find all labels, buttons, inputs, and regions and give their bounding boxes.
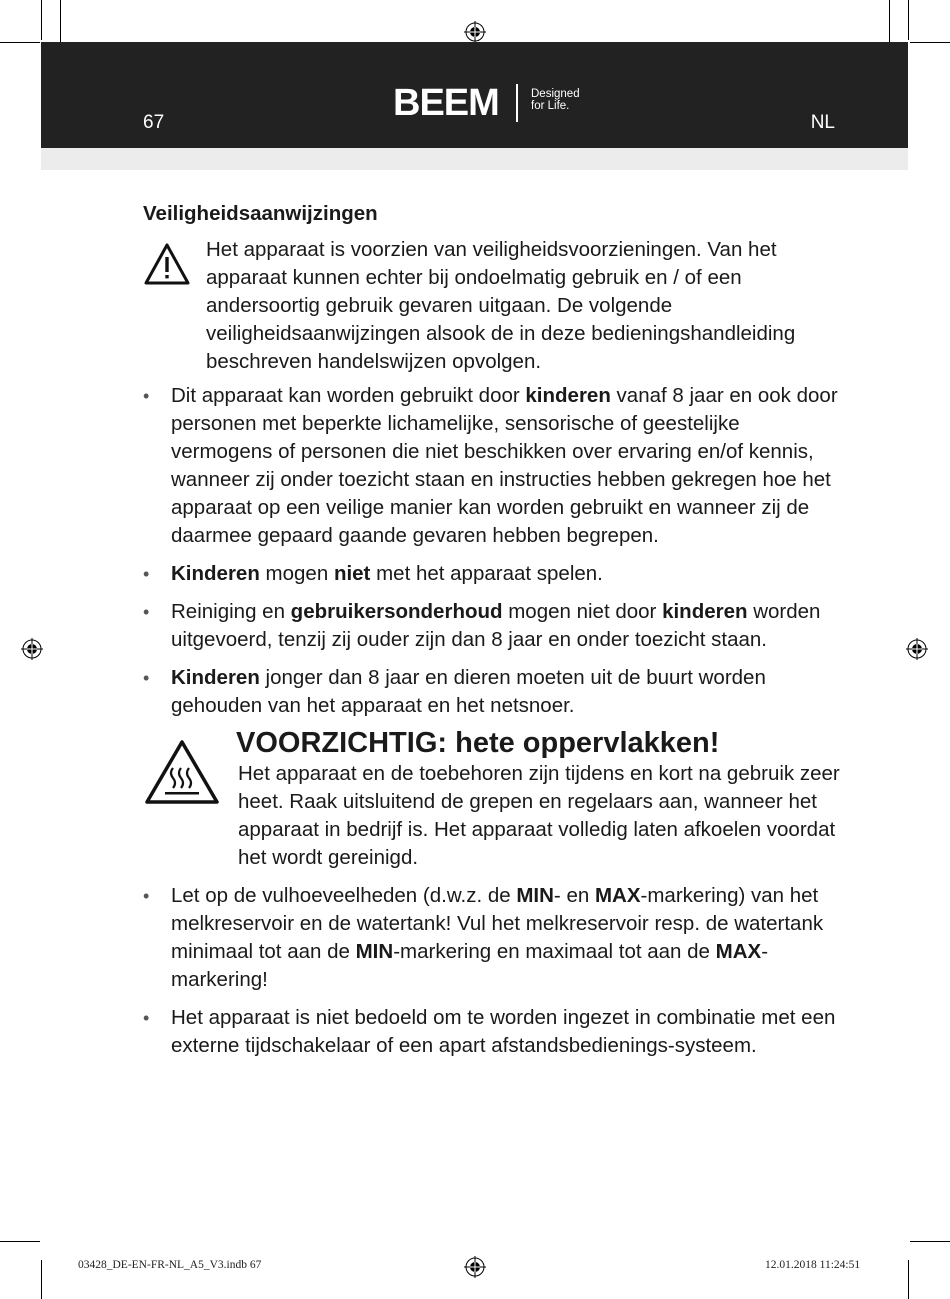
language-code: NL (810, 112, 835, 133)
hot-warning-text: Het apparaat en de toebehoren zijn tijdens en kort na gebruik zeer heet. Raak uitsluitend de grepen en regelaars aan, wanneer het apparaat in bedrijf is. Het apparaat volledig laten afkoelen voordat het wordt gereinigd. (238, 762, 840, 869)
crop-mark (0, 1241, 40, 1242)
crop-mark (41, 0, 42, 40)
list-item: • Reiniging en gebruikersonderhoud mogen niet door kinderen worden uitgevoerd, tenzij zij ouder zijn dan 8 jaar en onder toezicht staan. (143, 600, 821, 651)
registration-mark-icon (464, 1256, 486, 1278)
crop-mark (908, 1260, 909, 1299)
crop-mark (60, 0, 61, 46)
page-number: 67 (143, 112, 165, 133)
crop-mark (910, 1241, 950, 1242)
list-item: • Kinderen mogen niet met het apparaat spelen. (143, 562, 603, 585)
list-item: • Let op de vulhoeveelheden (d.w.z. de MIN- en MAX-markering) van het melkreservoir en de watertank! Vul het melkreservoir resp. de watertank minimaal tot aan de MIN-markering en maximaal tot aan de MAX-markering! (143, 884, 824, 991)
list-item: • Dit apparaat kan worden gebruikt door kinderen vanaf 8 jaar en ook door personen met beperkte lichamelijke, sensorische of geestelijke vermogens of personen die niet beschikken over ervaring en/of kennis, wanneer zij onder toezicht staan en instructies hebben gekregen hoe het apparaat op een veilige manier kan worden gebruikt en wanneer zij de daarmee gepaard gaande gevaren hebben begrepen. (143, 384, 838, 547)
registration-mark-icon (906, 638, 928, 660)
hot-surface-icon (143, 738, 221, 806)
warning-triangle-icon (143, 242, 191, 286)
crop-mark (889, 0, 890, 46)
print-slug-file: 03428_DE-EN-FR-NL_A5_V3.indb 67 (78, 1259, 262, 1271)
crop-mark (0, 42, 40, 43)
general-warning (143, 236, 843, 376)
safety-list-a (143, 382, 843, 720)
page-header (41, 42, 908, 148)
page-content (143, 200, 843, 1070)
registration-mark-icon (464, 21, 486, 43)
registration-mark-icon (21, 638, 43, 660)
brand-logo: BEEM (393, 82, 499, 124)
section-title: Veiligheidsaanwijzingen (143, 202, 378, 225)
warning-text: Het apparaat is voorzien van veiligheidsvoorzieningen. Van het apparaat kunnen echter bij ondoelmatig gebruik en / of een andersoortig gebruik gevaren uitgaan. De volgende veiligheidsaanwijzingen alsook de in deze bedieningshandleiding beschreven handelswijzen opvolgen. (206, 238, 796, 373)
crop-mark (910, 42, 950, 43)
brand-tagline: Designed for Life. (531, 88, 580, 112)
safety-list-b (143, 882, 843, 1060)
hot-surface-warning (143, 726, 843, 872)
crop-mark (41, 1260, 42, 1299)
hot-warning-title: VOORZICHTIG: hete oppervlakken! (236, 727, 720, 759)
crop-mark (908, 0, 909, 40)
header-band (41, 148, 908, 170)
list-item: • Kinderen jonger dan 8 jaar en dieren moeten uit de buurt worden gehouden van het apparaat en het netsnoer. (143, 666, 766, 717)
print-slug-datetime: 12.01.2018 11:24:51 (765, 1259, 861, 1271)
logo-divider (516, 84, 518, 122)
list-item: • Het apparaat is niet bedoeld om te worden ingezet in combinatie met een externe tijdschakelaar of een apart afstandsbedienings-systeem. (143, 1006, 836, 1057)
